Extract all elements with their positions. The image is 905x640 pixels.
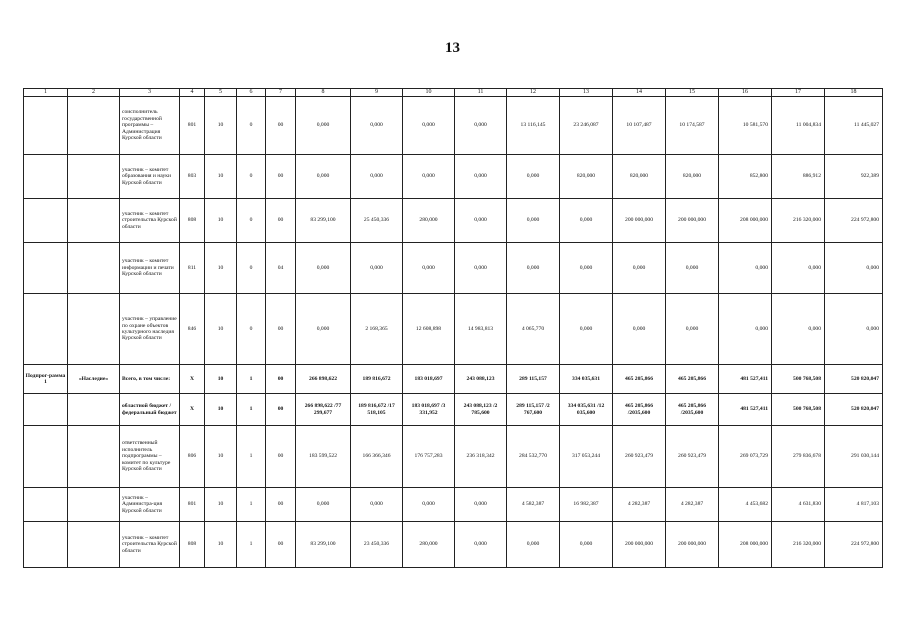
column-number-header: 6 [237,89,266,97]
value-cell: 0,000 [351,488,403,522]
value-cell: 216 320,000 [772,199,825,243]
subsection-cell: 0 [237,243,266,294]
value-cell: 334 035,631 [560,365,613,394]
value-cell: 852,800 [719,155,772,199]
value-cell: 0,000 [825,243,883,294]
value-cell: 11 445,027 [825,97,883,155]
column-number-header: 17 [772,89,825,97]
value-cell: 269 073,729 [719,426,772,488]
value-cell: 820,000 [613,155,666,199]
name-cell [68,394,120,426]
section-cell: 10 [205,522,237,568]
value-cell: 289 115,157 [507,365,560,394]
value-cell: 0,000 [560,294,613,365]
table-row [24,522,883,568]
code-cell: 806 [180,426,205,488]
value-cell: 0,000 [507,243,560,294]
code-cell: 846 [180,294,205,365]
value-cell: 500 768,508 [772,394,825,426]
value-cell: 291 030,144 [825,426,883,488]
table-row [24,294,883,365]
value-cell: 820,000 [666,155,719,199]
column-number-header: 8 [296,89,351,97]
value-cell: 0,000 [296,155,351,199]
value-cell: 465 205,866 /2035,600 [613,394,666,426]
code-cell: X [180,365,205,394]
value-cell: 23 246,087 [560,97,613,155]
description-cell: участник – комитет информации и печати Курской области [120,243,180,294]
description-cell: участник – управление по охране объектов культурного наследия Курской области [120,294,180,365]
value-cell: 0,000 [455,488,507,522]
section-cell: 10 [205,426,237,488]
description-cell: областной бюджет /федеральный бюджет [120,394,180,426]
column-number-header: 14 [613,89,666,97]
value-cell: 10 581,570 [719,97,772,155]
value-cell: 0,000 [719,243,772,294]
column-number-row [24,89,883,97]
value-cell: 0,000 [772,294,825,365]
value-cell: 0,000 [403,155,455,199]
value-cell: 280,000 [403,199,455,243]
value-cell: 208 000,000 [719,522,772,568]
section-cell: 10 [205,488,237,522]
subsection-cell: 1 [237,394,266,426]
table-row [24,243,883,294]
table-row [24,394,883,426]
code-cell: 808 [180,522,205,568]
value-cell: 0,000 [560,522,613,568]
value-cell: 189 816,672 /17 518,105 [351,394,403,426]
column-number-header: 12 [507,89,560,97]
status-cell [24,522,68,568]
subsection-cell: 1 [237,522,266,568]
column-number-header: 11 [455,89,507,97]
name-cell [68,294,120,365]
description-cell: ответственный исполнитель подпрограммы – комитет по культуре Курской области [120,426,180,488]
name-cell [68,155,120,199]
value-cell: 0,000 [825,294,883,365]
code-cell: 801 [180,488,205,522]
value-cell: 4 065,770 [507,294,560,365]
column-number-header: 4 [180,89,205,97]
code-cell: 811 [180,243,205,294]
value-cell: 334 035,631 /12 035,600 [560,394,613,426]
value-cell: 0,000 [666,294,719,365]
value-cell: 520 820,047 [825,394,883,426]
value-cell: 0,000 [455,243,507,294]
item-cell: 00 [266,522,296,568]
name-cell: «Наследие» [68,365,120,394]
value-cell: 83 299,100 [296,522,351,568]
section-cell: 10 [205,365,237,394]
description-cell: Всего, в том числе: [120,365,180,394]
value-cell: 236 318,342 [455,426,507,488]
subsection-cell: 0 [237,97,266,155]
item-cell: 04 [266,243,296,294]
value-cell: 0,000 [455,199,507,243]
status-cell [24,243,68,294]
subsection-cell: 0 [237,294,266,365]
item-cell: 00 [266,394,296,426]
value-cell: 0,000 [296,243,351,294]
value-cell: 200 000,000 [613,522,666,568]
description-cell: соисполнитель государственной программы – Администрация Курской области [120,97,180,155]
status-cell [24,294,68,365]
value-cell: 176 757,283 [403,426,455,488]
description-cell: участник – комитет образования и науки Курской области [120,155,180,199]
value-cell: 200 000,000 [613,199,666,243]
value-cell: 0,000 [351,243,403,294]
status-cell [24,155,68,199]
column-number-header: 15 [666,89,719,97]
value-cell: 284 532,770 [507,426,560,488]
value-cell: 23 450,336 [351,522,403,568]
value-cell: 0,000 [507,155,560,199]
status-cell [24,488,68,522]
section-cell: 10 [205,155,237,199]
value-cell: 0,000 [560,199,613,243]
value-cell: 0,000 [507,522,560,568]
table-row [24,426,883,488]
value-cell: 465 205,866 [666,365,719,394]
table-row [24,488,883,522]
section-cell: 10 [205,97,237,155]
code-cell: 801 [180,97,205,155]
value-cell: 0,000 [351,97,403,155]
value-cell: 166 366,346 [351,426,403,488]
value-cell: 2 168,365 [351,294,403,365]
value-cell: 4 582,387 [507,488,560,522]
value-cell: 0,000 [296,294,351,365]
value-cell: 0,000 [666,243,719,294]
value-cell: 0,000 [296,97,351,155]
value-cell: 14 983,813 [455,294,507,365]
description-cell: участник – Администра-ция Курской области [120,488,180,522]
value-cell: 500 768,508 [772,365,825,394]
value-cell: 266 898,622 /77 299,677 [296,394,351,426]
value-cell: 280,000 [403,522,455,568]
item-cell: 00 [266,294,296,365]
value-cell: 4 631,830 [772,488,825,522]
name-cell [68,488,120,522]
subsection-cell: 1 [237,365,266,394]
item-cell: 00 [266,97,296,155]
value-cell: 200 000,000 [666,522,719,568]
value-cell: 4 453,682 [719,488,772,522]
value-cell: 4 282,387 [613,488,666,522]
value-cell: 481 527,411 [719,394,772,426]
value-cell: 10 174,587 [666,97,719,155]
value-cell: 0,000 [455,522,507,568]
name-cell [68,426,120,488]
item-cell: 00 [266,155,296,199]
value-cell: 465 205,866 /2035,600 [666,394,719,426]
value-cell: 4 817,103 [825,488,883,522]
value-cell: 200 000,000 [666,199,719,243]
table-row [24,97,883,155]
value-cell: 922,389 [825,155,883,199]
item-cell: 00 [266,199,296,243]
value-cell: 183 018,697 [403,365,455,394]
value-cell: 0,000 [613,243,666,294]
subsection-cell: 0 [237,155,266,199]
value-cell: 0,000 [613,294,666,365]
value-cell: 0,000 [403,97,455,155]
value-cell: 10 107,487 [613,97,666,155]
column-number-header: 5 [205,89,237,97]
value-cell: 243 088,123 /2 785,600 [455,394,507,426]
column-number-header: 1 [24,89,68,97]
column-number-header: 16 [719,89,772,97]
column-number-header: 18 [825,89,883,97]
item-cell: 00 [266,365,296,394]
value-cell: 243 088,123 [455,365,507,394]
value-cell: 260 923,479 [613,426,666,488]
section-cell: 10 [205,294,237,365]
value-cell: 16 982,387 [560,488,613,522]
value-cell: 12 608,898 [403,294,455,365]
name-cell [68,97,120,155]
status-cell: Подпрог-рамма 1 [24,365,68,394]
value-cell: 25 450,336 [351,199,403,243]
code-cell: X [180,394,205,426]
value-cell: 224 972,800 [825,522,883,568]
description-cell: участник – комитет строительства Курской области [120,199,180,243]
column-number-header: 9 [351,89,403,97]
budget-table [23,88,883,568]
value-cell: 83 299,100 [296,199,351,243]
value-cell: 183 599,522 [296,426,351,488]
value-cell: 224 972,800 [825,199,883,243]
column-number-header: 13 [560,89,613,97]
value-cell: 0,000 [351,155,403,199]
status-cell [24,426,68,488]
code-cell: 803 [180,155,205,199]
value-cell: 4 282,387 [666,488,719,522]
column-number-header: 3 [120,89,180,97]
value-cell: 289 115,157 /2 767,600 [507,394,560,426]
table-row [24,155,883,199]
name-cell [68,243,120,294]
value-cell: 0,000 [507,199,560,243]
value-cell: 11 004,834 [772,97,825,155]
value-cell: 886,912 [772,155,825,199]
description-cell: участник – комитет строительства Курской области [120,522,180,568]
value-cell: 0,000 [455,97,507,155]
status-cell [24,199,68,243]
section-cell: 10 [205,199,237,243]
value-cell: 208 000,000 [719,199,772,243]
value-cell: 266 898,622 [296,365,351,394]
status-cell [24,394,68,426]
value-cell: 216 320,000 [772,522,825,568]
column-number-header: 7 [266,89,296,97]
value-cell: 0,000 [560,243,613,294]
value-cell: 183 018,697 /3 331,952 [403,394,455,426]
table-row [24,365,883,394]
code-cell: 808 [180,199,205,243]
status-cell [24,97,68,155]
table-row [24,199,883,243]
value-cell: 260 923,479 [666,426,719,488]
subsection-cell: 0 [237,199,266,243]
name-cell [68,199,120,243]
value-cell: 279 836,678 [772,426,825,488]
page-number: 13 [445,40,460,56]
subsection-cell: 1 [237,426,266,488]
value-cell: 820,000 [560,155,613,199]
item-cell: 00 [266,488,296,522]
item-cell: 00 [266,426,296,488]
value-cell: 481 527,411 [719,365,772,394]
value-cell: 0,000 [403,488,455,522]
column-number-header: 2 [68,89,120,97]
subsection-cell: 1 [237,488,266,522]
value-cell: 0,000 [772,243,825,294]
value-cell: 189 816,672 [351,365,403,394]
value-cell: 520 820,047 [825,365,883,394]
section-cell: 10 [205,394,237,426]
value-cell: 465 205,866 [613,365,666,394]
value-cell: 0,000 [455,155,507,199]
column-number-header: 10 [403,89,455,97]
section-cell: 10 [205,243,237,294]
value-cell: 0,000 [719,294,772,365]
value-cell: 0,000 [296,488,351,522]
value-cell: 13 116,145 [507,97,560,155]
name-cell [68,522,120,568]
value-cell: 0,000 [403,243,455,294]
value-cell: 317 053,244 [560,426,613,488]
